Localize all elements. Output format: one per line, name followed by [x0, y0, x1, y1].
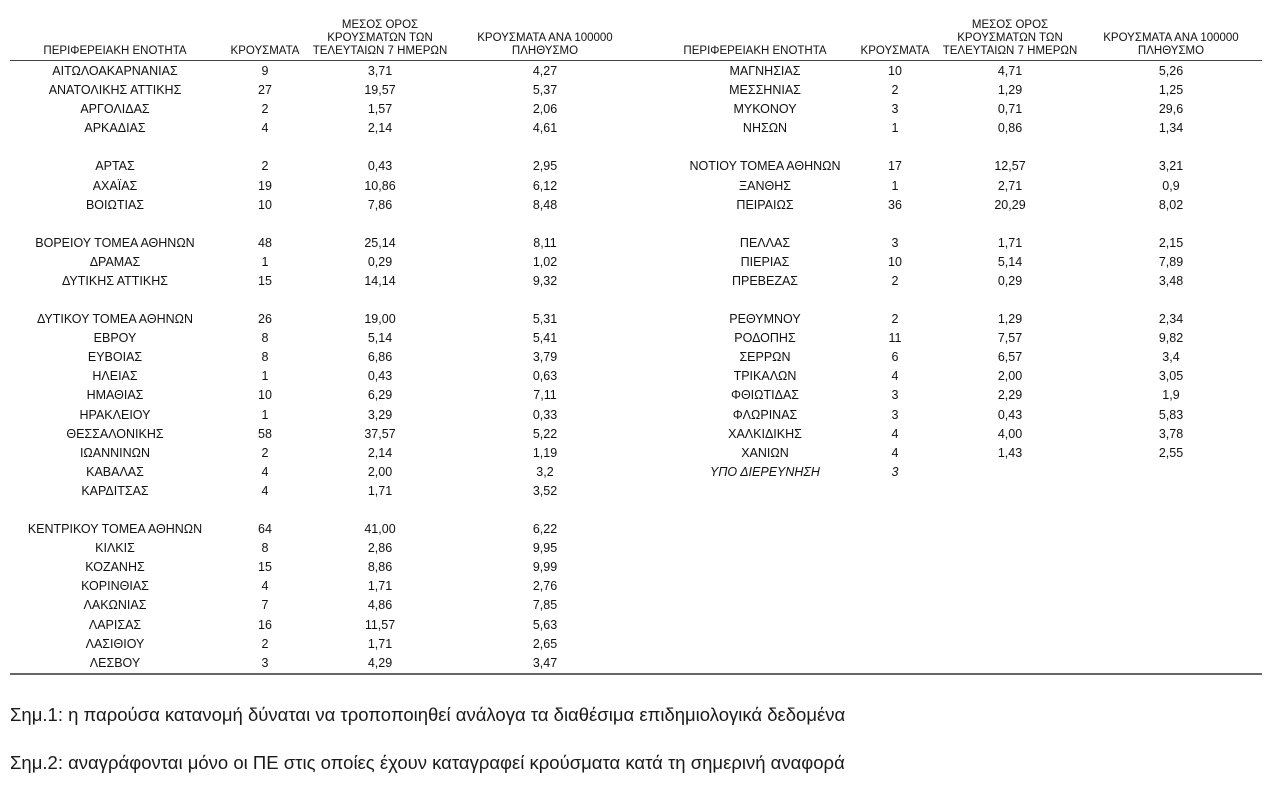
per100k-cell: 3,52: [532, 483, 558, 498]
cases-header: ΚΡΟΥΣΜΑΤΑ: [860, 45, 930, 57]
per100k-cell: 29,6: [1158, 102, 1184, 117]
region-cell: ΙΩΑΝΝΙΝΩΝ: [79, 445, 151, 460]
table-row: [650, 444, 1262, 463]
table-row: [10, 329, 650, 348]
region-cell: ΚΕΝΤΡΙΚΟΥ ΤΟΜΕΑ ΑΘΗΝΩΝ: [27, 522, 203, 536]
note-1: Σημ.1: η παρούσα κατανομή δύναται να τροποποιηθεί ανάλογα τα διαθέσιμα επιδημιολογικά δεδομένα: [10, 704, 846, 725]
per100k-cell: 5,37: [532, 83, 558, 98]
avg7-cell: 2,71: [997, 178, 1023, 193]
table-row: [10, 406, 650, 425]
region-cell: ΛΑΣΙΘΙΟΥ: [85, 636, 145, 651]
region-cell: ΑΡΚΑΔΙΑΣ: [84, 121, 146, 136]
table-row: [10, 119, 650, 138]
per100k-cell: 1,9: [1162, 388, 1180, 403]
table-row: [650, 234, 1262, 253]
table-row: [10, 310, 650, 329]
per100k-cell: 2,55: [1158, 445, 1184, 460]
region-cell: ΗΛΕΙΑΣ: [92, 369, 138, 384]
avg7-cell: 4,00: [997, 426, 1023, 441]
per100k-cell: 2,15: [1158, 235, 1184, 250]
table-row: [10, 386, 650, 405]
cases-cell: 3: [891, 464, 899, 479]
table-row: [10, 177, 650, 196]
table-row: [10, 157, 650, 176]
cases-cell: 1: [261, 407, 269, 422]
avg7-cell: 0,43: [367, 369, 393, 384]
region-cell: ΠΡΕΒΕΖΑΣ: [731, 273, 799, 288]
table-row: [10, 234, 650, 253]
per100k-cell: 7,85: [532, 598, 558, 613]
cases-cell: 7: [261, 598, 269, 613]
table-row: [10, 81, 650, 100]
avg7-cell: 3,71: [367, 64, 393, 78]
cases-cell: 2: [261, 445, 269, 460]
per100k-cell: 1,19: [532, 445, 558, 460]
table-row: [10, 444, 650, 463]
avg7-cell: 7,86: [367, 197, 393, 212]
cases-cell: 4: [891, 445, 899, 460]
per100k-cell: 6,22: [532, 522, 558, 536]
table-header: [10, 0, 650, 61]
table-row: [650, 367, 1262, 386]
per100k-cell: 3,21: [1158, 159, 1184, 174]
avg7-cell: 1,29: [997, 312, 1023, 326]
per100k-cell: 5,63: [532, 617, 558, 632]
avg7-cell: 1,43: [997, 445, 1023, 460]
region-cell: ΔΥΤΙΚΗΣ ΑΤΤΙΚΗΣ: [62, 273, 168, 288]
avg7-cell: 1,71: [367, 636, 393, 651]
region-cell: ΑΝΑΤΟΛΙΚΗΣ ΑΤΤΙΚΗΣ: [48, 83, 182, 98]
table-row: [10, 558, 650, 577]
table-row: [650, 425, 1262, 444]
region-cell: ΛΕΣΒΟΥ: [89, 655, 141, 670]
table-row: [650, 463, 1262, 482]
table-row: [10, 272, 650, 291]
table-row: [10, 654, 650, 673]
region-cell: ΝΗΣΩΝ: [742, 121, 788, 136]
table-row: [10, 520, 650, 539]
cases-cell: 64: [258, 522, 272, 536]
avg7-cell: 2,86: [367, 541, 393, 556]
avg7-cell: 0,86: [997, 121, 1023, 136]
avg7-cell: 2,29: [997, 388, 1023, 403]
table-row: [10, 62, 650, 81]
avg7-cell: 2,00: [367, 464, 393, 479]
region-cell: ΑΡΓΟΛΙΔΑΣ: [80, 102, 150, 117]
region-cell: ΡΟΔΟΠΗΣ: [734, 331, 796, 346]
region-cell: ΚΑΒΑΛΑΣ: [86, 464, 144, 479]
table-row: [10, 367, 650, 386]
avg7-cell: 41,00: [364, 522, 396, 536]
cases-cell: 4: [261, 579, 269, 594]
cases-cell: 2: [261, 102, 269, 117]
region-cell: ΑΧΑΪΑΣ: [92, 178, 138, 193]
per100k-cell: 9,82: [1158, 331, 1184, 346]
table-row: [10, 348, 650, 367]
table-row: [650, 100, 1262, 119]
avg7-header: ΜΕΣΟΣ ΟΡΟΣ ΚΡΟΥΣΜΑΤΩΝ ΤΩΝ ΤΕΛΕΥΤΑΙΩΝ 7 ΗΜΕΡΩΝ: [942, 19, 1078, 57]
region-cell: ΛΑΚΩΝΙΑΣ: [83, 598, 147, 613]
region-cell: ΑΙΤΩΛΟΑΚΑΡΝΑΝΙΑΣ: [52, 64, 178, 78]
avg7-cell: 4,86: [367, 598, 393, 613]
per100k-cell: 3,05: [1158, 369, 1184, 384]
cases-cell: 2: [891, 83, 899, 98]
region-cell: ΧΑΝΙΩΝ: [741, 445, 789, 460]
note-2: Σημ.2: αναγράφονται μόνο οι ΠΕ στις οποίες έχουν καταγραφεί κρούσματα κατά τη σημερινή αναφορά: [10, 752, 845, 773]
cases-cell: 9: [261, 64, 269, 78]
table-row: [650, 310, 1262, 329]
per100k-cell: 1,02: [532, 254, 558, 269]
region-cell: ΔΡΑΜΑΣ: [89, 254, 141, 269]
table-row: [650, 62, 1262, 81]
per100k-header: ΚΡΟΥΣΜΑΤΑ ΑΝΑ 100000 ΠΛΗΘΥΣΜΟ: [1103, 32, 1239, 57]
table-row: [10, 577, 650, 596]
table-row: [10, 463, 650, 482]
per100k-cell: 5,31: [532, 312, 558, 326]
region-cell: ΗΡΑΚΛΕΙΟΥ: [79, 407, 151, 422]
cases-cell: 1: [891, 178, 899, 193]
cases-cell: 6: [891, 350, 899, 365]
table-row: [10, 539, 650, 558]
cases-cell: 8: [261, 541, 269, 556]
region-cell: ΣΕΡΡΩΝ: [739, 350, 791, 365]
avg7-cell: 37,57: [364, 426, 396, 441]
cases-cell: 4: [891, 426, 899, 441]
region-cell: ΠΕΛΛΑΣ: [739, 235, 791, 250]
cases-cell: 2: [261, 636, 269, 651]
avg7-cell: 5,14: [997, 254, 1023, 269]
avg7-cell: 0,71: [997, 102, 1023, 117]
avg7-cell: 0,29: [367, 254, 393, 269]
avg7-cell: 0,43: [997, 407, 1023, 422]
region-cell: ΛΑΡΙΣΑΣ: [88, 617, 142, 632]
region-cell: ΠΕΙΡΑΙΩΣ: [736, 197, 794, 212]
avg7-cell: 19,00: [364, 312, 396, 326]
avg7-cell: 1,71: [367, 579, 393, 594]
per100k-cell: 7,11: [533, 388, 557, 403]
avg7-cell: 4,71: [997, 64, 1023, 78]
region-cell: ΚΙΛΚΙΣ: [95, 541, 135, 556]
cases-cell: 26: [258, 312, 272, 326]
avg7-cell: 6,29: [367, 388, 393, 403]
region-cell: ΚΟΖΑΝΗΣ: [85, 560, 145, 575]
avg7-cell: 11,57: [364, 617, 396, 632]
cases-cell: 2: [891, 273, 899, 288]
region-cell: ΞΑΝΘΗΣ: [739, 178, 791, 193]
region-cell: ΑΡΤΑΣ: [95, 159, 135, 174]
cases-cell: 10: [258, 197, 272, 212]
cases-cell: 10: [258, 388, 272, 403]
region-cell: ΚΟΡΙΝΘΙΑΣ: [81, 579, 149, 594]
table-row: [10, 100, 650, 119]
cases-cell: 15: [258, 273, 272, 288]
region-cell: ΡΕΘΥΜΝΟΥ: [729, 312, 801, 326]
per100k-cell: 5,22: [532, 426, 558, 441]
per100k-cell: 8,11: [533, 235, 557, 250]
cases-cell: 11: [888, 331, 902, 346]
table-row: [10, 196, 650, 215]
table-row: [650, 177, 1262, 196]
cases-cell: 27: [258, 83, 272, 98]
cases-cell: 3: [891, 407, 899, 422]
per100k-cell: 5,26: [1158, 64, 1184, 78]
avg7-cell: 2,14: [367, 121, 393, 136]
cases-cell: 1: [261, 254, 269, 269]
cases-cell: 3: [891, 102, 899, 117]
per100k-cell: 3,47: [532, 655, 558, 670]
avg7-cell: 8,86: [367, 560, 393, 575]
table-bottom-rule: [10, 673, 1262, 675]
region-cell: ΕΒΡΟΥ: [93, 331, 137, 346]
region-cell: ΧΑΛΚΙΔΙΚΗΣ: [728, 426, 802, 441]
table-header: [650, 0, 1262, 61]
per100k-cell: 2,06: [532, 102, 558, 117]
region-cell: ΒΟΙΩΤΙΑΣ: [85, 197, 145, 212]
per100k-cell: 9,32: [532, 273, 558, 288]
table-row: [650, 348, 1262, 367]
avg7-cell: 1,57: [367, 102, 393, 117]
avg7-cell: 6,57: [997, 350, 1023, 365]
per100k-header: ΚΡΟΥΣΜΑΤΑ ΑΝΑ 100000 ΠΛΗΘΥΣΜΟ: [477, 32, 613, 57]
per100k-cell: 5,83: [1158, 407, 1184, 422]
per100k-cell: 1,34: [1158, 121, 1184, 136]
avg7-cell: 2,00: [997, 369, 1023, 384]
per100k-cell: 0,33: [532, 407, 558, 422]
cases-cell: 15: [258, 560, 272, 575]
per100k-cell: 6,12: [532, 178, 558, 193]
table-row: [10, 482, 650, 501]
cases-cell: 58: [258, 426, 272, 441]
avg7-cell: 14,14: [364, 273, 396, 288]
cases-cell: 3: [891, 235, 899, 250]
avg7-cell: 0,43: [367, 159, 393, 174]
region-cell: ΥΠΟ ΔΙΕΡΕΥΝΗΣΗ: [710, 464, 820, 479]
region-cell: ΔΥΤΙΚΟΥ ΤΟΜΕΑ ΑΘΗΝΩΝ: [36, 312, 194, 326]
cases-cell: 8: [261, 350, 269, 365]
per100k-cell: 2,34: [1158, 312, 1184, 326]
cases-cell: 4: [891, 369, 899, 384]
avg7-cell: 0,29: [997, 273, 1023, 288]
cases-cell: 1: [261, 369, 269, 384]
per100k-cell: 1,25: [1158, 83, 1184, 98]
per100k-cell: 0,63: [532, 369, 558, 384]
table-row: [10, 616, 650, 635]
cases-cell: 17: [888, 159, 902, 174]
table-row: [650, 272, 1262, 291]
avg7-cell: 19,57: [364, 83, 396, 98]
per100k-cell: 5,41: [532, 331, 558, 346]
cases-cell: 3: [261, 655, 269, 670]
cases-cell: 36: [888, 197, 902, 212]
region-cell: ΝΟΤΙΟΥ ΤΟΜΕΑ ΑΘΗΝΩΝ: [689, 159, 841, 174]
avg7-cell: 4,29: [367, 655, 393, 670]
table-row: [10, 253, 650, 272]
table-row: [650, 196, 1262, 215]
per100k-cell: 2,76: [532, 579, 558, 594]
per100k-cell: 3,78: [1158, 426, 1184, 441]
table-row: [650, 81, 1262, 100]
cases-cell: 4: [261, 483, 269, 498]
region-header: ΠΕΡΙΦΕΡΕΙΑΚΗ ΕΝΟΤΗΤΑ: [683, 45, 827, 57]
cases-cell: 8: [261, 331, 269, 346]
table-row: [10, 425, 650, 444]
per100k-cell: 8,48: [532, 197, 558, 212]
avg7-cell: 6,86: [367, 350, 393, 365]
cases-cell: 16: [258, 617, 272, 632]
region-header: ΠΕΡΙΦΕΡΕΙΑΚΗ ΕΝΟΤΗΤΑ: [43, 45, 187, 57]
table-row: [650, 406, 1262, 425]
table-row: [650, 386, 1262, 405]
cases-cell: 1: [891, 121, 899, 136]
avg7-cell: 1,71: [997, 235, 1023, 250]
avg7-header: ΜΕΣΟΣ ΟΡΟΣ ΚΡΟΥΣΜΑΤΩΝ ΤΩΝ ΤΕΛΕΥΤΑΙΩΝ 7 ΗΜΕΡΩΝ: [312, 19, 448, 57]
avg7-cell: 1,71: [367, 483, 393, 498]
region-cell: ΜΥΚΟΝΟΥ: [733, 102, 797, 117]
avg7-cell: 20,29: [994, 197, 1026, 212]
per100k-cell: 3,2: [536, 464, 554, 479]
per100k-cell: 4,61: [532, 121, 558, 136]
cases-cell: 4: [261, 464, 269, 479]
per100k-cell: 3,4: [1162, 350, 1180, 365]
per100k-cell: 8,02: [1158, 197, 1184, 212]
region-cell: ΤΡΙΚΑΛΩΝ: [733, 369, 797, 384]
cases-cell: 4: [261, 121, 269, 136]
cases-cell: 48: [258, 235, 272, 250]
cases-cell: 2: [261, 159, 269, 174]
region-cell: ΕΥΒΟΙΑΣ: [87, 350, 143, 365]
region-cell: ΜΑΓΝΗΣΙΑΣ: [729, 64, 801, 78]
region-cell: ΗΜΑΘΙΑΣ: [86, 388, 144, 403]
avg7-cell: 12,57: [994, 159, 1026, 174]
cases-cell: 10: [888, 64, 902, 78]
per100k-cell: 9,99: [532, 560, 558, 575]
region-cell: ΦΘΙΩΤΙΔΑΣ: [730, 388, 800, 403]
table-row: [650, 157, 1262, 176]
per100k-cell: 2,65: [532, 636, 558, 651]
per100k-cell: 7,89: [1158, 254, 1184, 269]
table-row: [650, 253, 1262, 272]
per100k-cell: 3,79: [532, 350, 558, 365]
region-cell: ΚΑΡΔΙΤΣΑΣ: [81, 483, 149, 498]
per100k-cell: 2,95: [532, 159, 558, 174]
table-row: [10, 635, 650, 654]
avg7-cell: 5,14: [367, 331, 393, 346]
per100k-cell: 4,27: [532, 64, 558, 78]
table-row: [10, 596, 650, 615]
region-cell: ΦΛΩΡΙΝΑΣ: [732, 407, 798, 422]
region-cell: ΠΙΕΡΙΑΣ: [740, 254, 790, 269]
avg7-cell: 10,86: [364, 178, 396, 193]
cases-header: ΚΡΟΥΣΜΑΤΑ: [230, 45, 300, 57]
avg7-cell: 3,29: [367, 407, 393, 422]
cases-cell: 2: [891, 312, 899, 326]
table-row: [650, 329, 1262, 348]
cases-cell: 10: [888, 254, 902, 269]
avg7-cell: 7,57: [997, 331, 1023, 346]
region-cell: ΘΕΣΣΑΛΟΝΙΚΗΣ: [66, 426, 164, 441]
cases-cell: 19: [258, 178, 272, 193]
avg7-cell: 1,29: [997, 83, 1023, 98]
region-cell: ΜΕΣΣΗΝΙΑΣ: [729, 83, 801, 98]
cases-cell: 3: [891, 388, 899, 403]
region-cell: ΒΟΡΕΙΟΥ ΤΟΜΕΑ ΑΘΗΝΩΝ: [35, 235, 195, 250]
avg7-cell: 2,14: [367, 445, 393, 460]
per100k-cell: 3,48: [1158, 273, 1184, 288]
per100k-cell: 0,9: [1162, 178, 1180, 193]
per100k-cell: 9,95: [532, 541, 558, 556]
table-row: [650, 119, 1262, 138]
avg7-cell: 25,14: [364, 235, 396, 250]
